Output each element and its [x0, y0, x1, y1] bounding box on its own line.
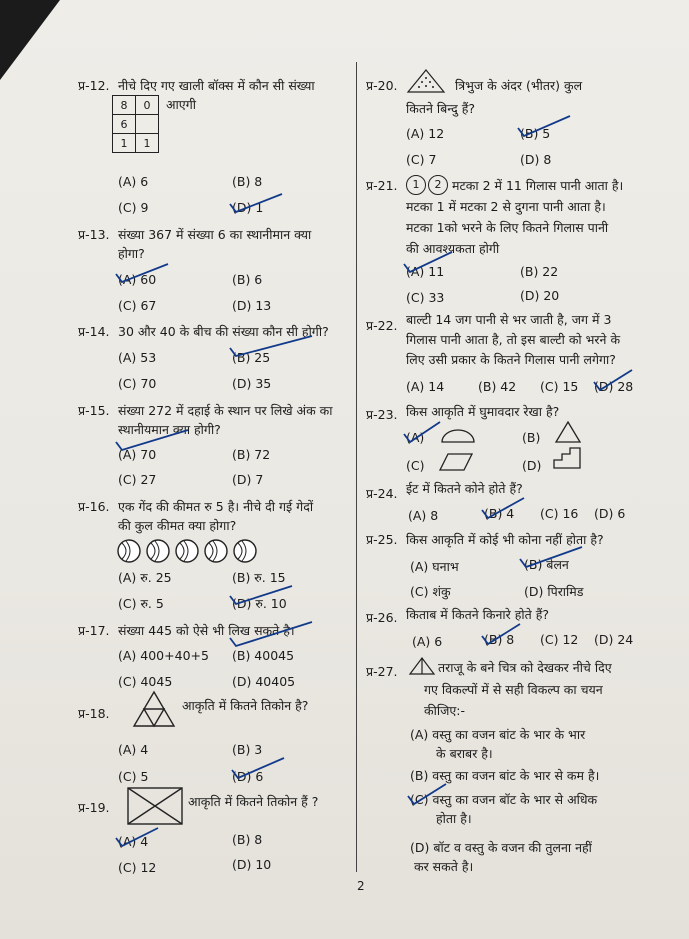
grid-cell: 1 [136, 134, 159, 153]
q13-number: प्र-13. [78, 227, 110, 242]
q17-text: संख्या 445 को ऐसे भी लिख सकते है। [118, 623, 295, 638]
q22-number: प्र-22. [366, 318, 398, 333]
q16-option-b: (B) रु. 15 [232, 570, 286, 585]
q13-option-a: (A) 60 [118, 272, 157, 287]
pot-1-circle: 1 [406, 175, 426, 195]
parallelogram-shape-icon [438, 452, 474, 472]
q18-option-a: (A) 4 [118, 742, 149, 757]
answer-tick-mark [226, 334, 316, 360]
q25-option-b: (B) बेलन [524, 557, 569, 572]
q25-text: किस आकृति में कोई भी कोना नहीं होता है? [406, 532, 604, 547]
answer-tick-mark [590, 368, 636, 394]
q12-option-b: (B) 8 [232, 174, 263, 189]
grid-cell: 6 [113, 115, 136, 134]
q20-option-b: (B) 5 [520, 126, 551, 141]
q19-option-c: (C) 12 [118, 860, 157, 875]
q16-option-a: (A) रु. 25 [118, 570, 172, 585]
q12-text-cont: आएगी [166, 97, 196, 112]
q27-text-3: कीजिए:- [424, 703, 465, 718]
q26-option-c: (C) 12 [540, 632, 579, 647]
triangle-figure-icon [132, 690, 176, 728]
q18-text: आकृति में कितने तिकोन है? [182, 698, 309, 713]
answer-tick-mark [226, 192, 286, 216]
q21-text-3: मटका 1को भरने के लिए कितने गिलास पानी [406, 220, 609, 235]
q20-number: प्र-20. [366, 78, 398, 93]
q12-text: नीचे दिए गए खाली बॉक्स में कौन सी संख्या [118, 78, 315, 93]
semicircle-shape-icon [440, 428, 476, 444]
q23-option-a: (A) [406, 430, 425, 445]
q14-option-c: (C) 70 [118, 376, 157, 391]
q14-text: 30 और 40 के बीच की संख्या कौन सी होगी? [118, 324, 329, 339]
page-number: 2 [357, 879, 365, 893]
q21-option-b: (B) 22 [520, 264, 559, 279]
q26-text: किताब में कितने किनारे होते हैं? [406, 607, 549, 622]
q18-number: प्र-18. [78, 706, 110, 721]
answer-tick-mark [478, 622, 524, 648]
answer-tick-mark [478, 496, 528, 522]
q22-text: बाल्टी 14 जग पानी से भर जाती है, जग में 3 [406, 312, 612, 327]
q12-option-c: (C) 9 [118, 200, 149, 215]
q27-option-b: (B) वस्तु का वजन बांट के भार से कम है। [410, 768, 600, 783]
q20-option-a: (A) 12 [406, 126, 445, 141]
q12-number-grid [112, 95, 159, 153]
q19-option-a: (A) 4 [118, 834, 149, 849]
q19-text: आकृति में कितने तिकोन हैं ? [188, 794, 319, 809]
q16-option-c: (C) रु. 5 [118, 596, 164, 611]
q21-number: प्र-21. [366, 178, 398, 193]
grid-cell: 1 [113, 134, 136, 153]
q13-text: संख्या 367 में संख्या 6 का स्थानीमान क्या [118, 227, 312, 242]
answer-tick-mark [226, 584, 296, 608]
q23-option-b: (B) [522, 430, 541, 445]
answer-tick-mark [226, 620, 316, 650]
q25-option-c: (C) शंकु [410, 584, 451, 599]
q19-option-b: (B) 8 [232, 832, 263, 847]
answer-tick-mark [112, 262, 172, 286]
dark-corner [0, 0, 60, 80]
answer-tick-mark [514, 114, 574, 140]
q27-option-c: (C) वस्तु का वजन बॉट के भार से अधिक [410, 792, 598, 807]
q16-text-cont: की कुल कीमत क्या होगा? [118, 518, 237, 533]
q21-text: मटका 2 में 11 गिलास पानी आता है। [452, 178, 624, 193]
q27-text: तराजू के बने चित्र को देखकर नीचे दिए [438, 660, 612, 675]
q21-option-a: (A) 11 [406, 264, 445, 279]
q22-text-2: गिलास पानी आता है, तो इस बाल्टी को भरने के [406, 332, 621, 347]
balance-scale-icon [408, 656, 436, 676]
triangle-shape-icon [554, 420, 582, 444]
q18-option-b: (B) 3 [232, 742, 263, 757]
q15-number: प्र-15. [78, 403, 110, 418]
q14-option-a: (A) 53 [118, 350, 157, 365]
q23-option-c: (C) [406, 458, 425, 473]
q23-number: प्र-23. [366, 407, 398, 422]
q17-option-d: (D) 40405 [232, 674, 296, 689]
column-divider [356, 62, 357, 872]
five-balls-icon [116, 538, 264, 564]
q18-option-c: (C) 5 [118, 769, 149, 784]
q27-text-2: गए विकल्पों में से सही विकल्प का चयन [424, 682, 603, 697]
q15-text: संख्या 272 में दहाई के स्थान पर लिखे अंक का [118, 403, 333, 418]
grid-cell [136, 115, 159, 134]
q24-option-a: (A) 8 [408, 508, 439, 523]
q12-option-a: (A) 6 [118, 174, 149, 189]
q16-text: एक गेंद की कीमत रु 5 है। नीचे दी गई गेदों [118, 499, 314, 514]
q16-option-d: (D) रु. 10 [232, 596, 287, 611]
q21-option-d: (D) 20 [520, 288, 560, 303]
grid-cell: 0 [136, 96, 159, 115]
q13-option-b: (B) 6 [232, 272, 263, 287]
q14-option-d: (D) 35 [232, 376, 272, 391]
q13-option-d: (D) 13 [232, 298, 272, 313]
answer-tick-mark [516, 545, 586, 571]
answer-tick-mark [228, 756, 288, 782]
q24-number: प्र-24. [366, 486, 398, 501]
q23-option-d: (D) [522, 458, 542, 473]
q19-number: प्र-19. [78, 800, 110, 815]
q17-option-b: (B) 40045 [232, 648, 295, 663]
answer-tick-mark [112, 826, 162, 850]
q23-text: किस आकृति में घुमावदार रेखा है? [406, 404, 560, 419]
q27-option-a: (A) वस्तु का वजन बांट के भार के भार [410, 727, 586, 742]
q15-option-b: (B) 72 [232, 447, 271, 462]
q20-text: त्रिभुज के अंदर (भीतर) कुल [455, 78, 583, 93]
q27-option-d: (D) बॉट व वस्तु के वजन की तुलना नहीं [410, 840, 592, 855]
q13-option-c: (C) 67 [118, 298, 157, 313]
pot-2-circle: 2 [428, 175, 448, 195]
q21-option-c: (C) 33 [406, 290, 445, 305]
q26-option-a: (A) 6 [412, 634, 443, 649]
q19-option-d: (D) 10 [232, 857, 272, 872]
q14-option-b: (B) 25 [232, 350, 271, 365]
crossed-rectangle-icon [126, 786, 184, 826]
q26-option-b: (B) 8 [484, 632, 515, 647]
q24-option-b: (B) 4 [484, 506, 515, 521]
grid-cell: 8 [113, 96, 136, 115]
q24-text: ईट में कितने कोने होते हैं? [406, 481, 523, 496]
q17-number: प्र-17. [78, 623, 110, 638]
q15-option-d: (D) 7 [232, 472, 264, 487]
q13-text-cont: होगा? [118, 246, 145, 261]
q14-number: प्र-14. [78, 324, 110, 339]
q22-text-3: लिए उसी प्रकार के कितने गिलास पानी लगेगा? [406, 352, 616, 367]
q21-text-4: की आवश्यकता होगी [406, 241, 500, 256]
q27-option-c-cont: होता है। [436, 811, 472, 826]
q24-option-d: (D) 6 [594, 506, 626, 521]
q17-option-c: (C) 4045 [118, 674, 173, 689]
q16-number: प्र-16. [78, 499, 110, 514]
q12-option-d: (D) 1 [232, 200, 264, 215]
answer-tick-mark [404, 782, 450, 808]
answer-tick-mark [400, 250, 456, 276]
q15-option-a: (A) 70 [118, 447, 157, 462]
q12-number: प्र-12. [78, 78, 110, 93]
q22-option-a: (A) 14 [406, 379, 445, 394]
q17-option-a: (A) 400+40+5 [118, 648, 209, 663]
dotted-triangle-icon [406, 68, 446, 94]
q22-option-b: (B) 42 [478, 379, 517, 394]
q27-option-d-cont: कर सकते है। [414, 859, 474, 874]
q15-option-c: (C) 27 [118, 472, 157, 487]
q20-option-d: (D) 8 [520, 152, 552, 167]
q20-option-c: (C) 7 [406, 152, 437, 167]
answer-tick-mark [112, 428, 192, 454]
q27-option-a-cont: के बराबर है। [436, 746, 493, 761]
q18-option-d: (D) 6 [232, 769, 264, 784]
q25-number: प्र-25. [366, 532, 398, 547]
q20-text-cont: कितने बिन्दु हैं? [406, 101, 475, 116]
q25-option-d: (D) पिरामिड [524, 584, 584, 599]
q22-option-c: (C) 15 [540, 379, 579, 394]
q27-number: प्र-27. [366, 664, 398, 679]
answer-tick-mark [400, 420, 444, 446]
q15-text-cont: स्थानीयमान क्या होगी? [118, 422, 221, 437]
q26-option-d: (D) 24 [594, 632, 634, 647]
q26-number: प्र-26. [366, 610, 398, 625]
q22-option-d: (D) 28 [594, 379, 634, 394]
stair-shape-icon [552, 446, 582, 470]
q24-option-c: (C) 16 [540, 506, 579, 521]
q21-text-2: मटका 1 में मटका 2 से दुगना पानी आता है। [406, 199, 606, 214]
q25-option-a: (A) घनाभ [410, 559, 459, 574]
